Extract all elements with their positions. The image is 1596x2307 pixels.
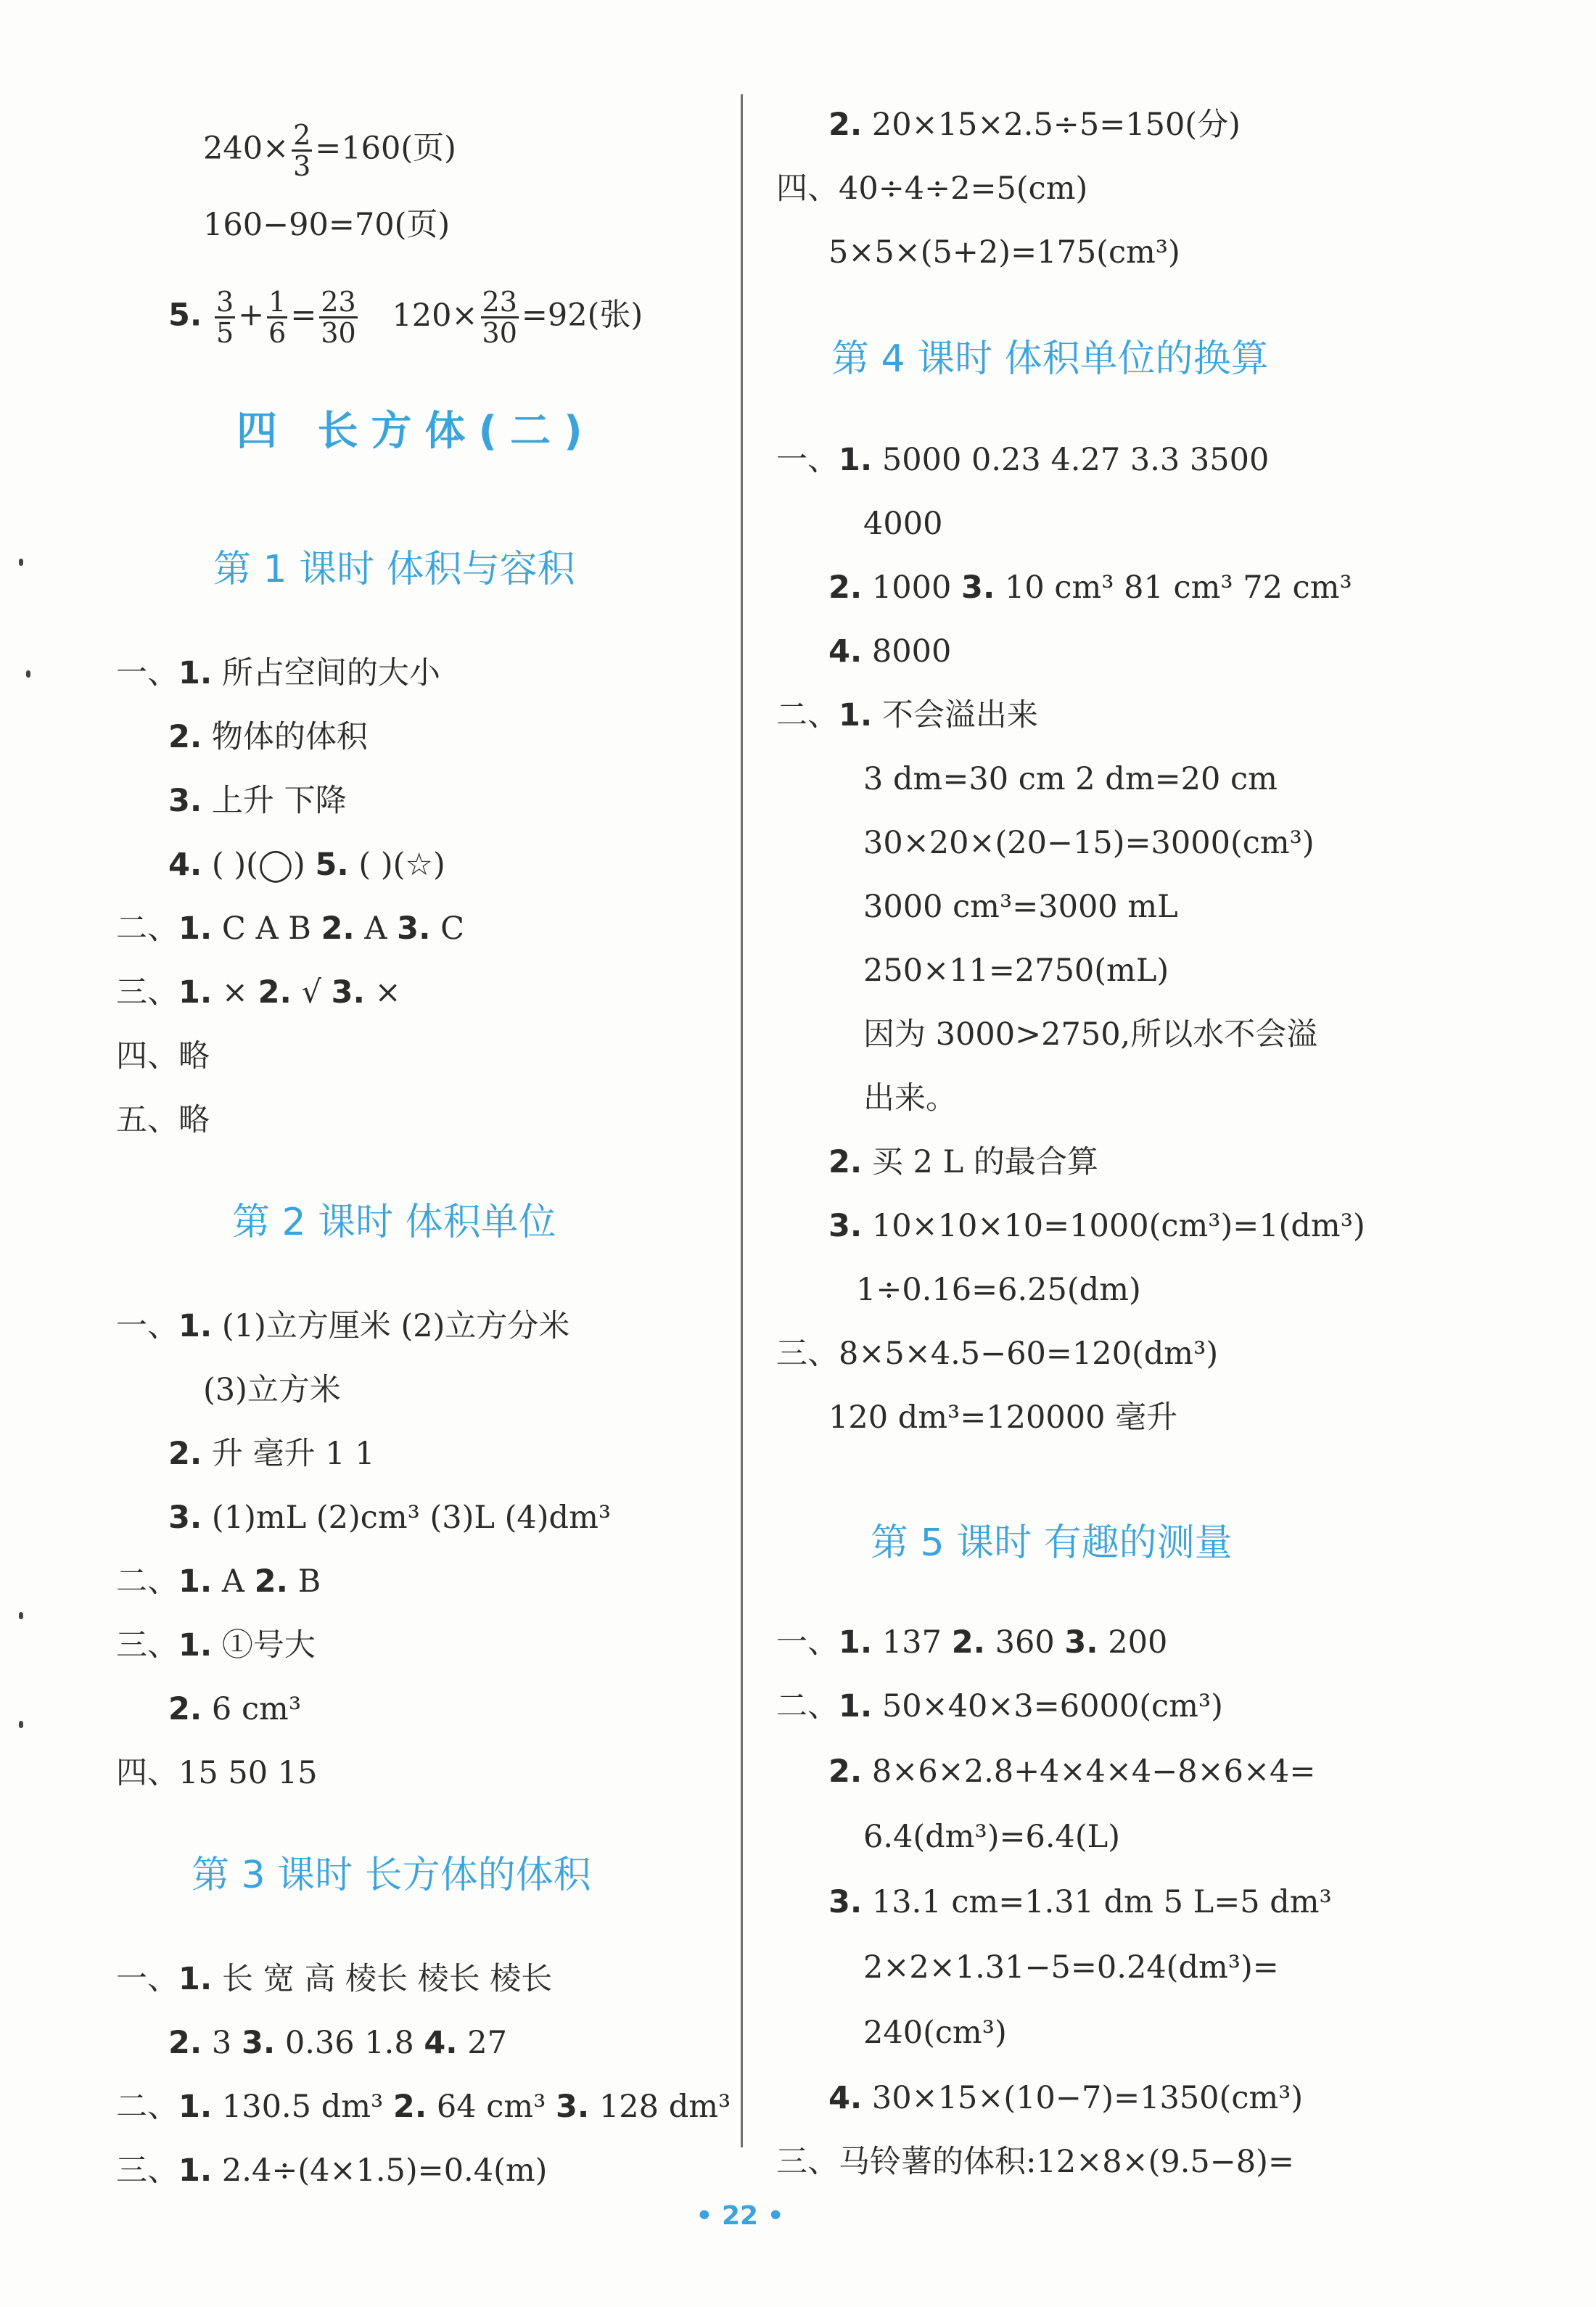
answer-line: 160−90=70(页) <box>203 207 451 243</box>
answer-line: 五、略 <box>116 1102 210 1138</box>
answer-line: 四、略 <box>116 1038 210 1074</box>
answer-line: 2. 1000 3. 10 cm³ 81 cm³ 72 cm³ <box>828 569 1352 606</box>
section-title: 第 2 课时 体积单位 <box>232 1201 556 1244</box>
answer-line: 四、15 50 15 <box>116 1755 318 1791</box>
answer-line: 4. ( )(◯) 5. ( )(☆) <box>168 847 445 883</box>
answer-line: 1÷0.16=6.25(dm) <box>856 1272 1141 1308</box>
answer-line: 3000 cm³=3000 mL <box>863 889 1178 925</box>
answer-line: 3. 上升 下降 <box>168 783 347 819</box>
answer-line: 5. $\frac{3}{5}$ + $\frac{1}{6}$ = $\frac{23}{30}$ 120× $\frac{23}{30}$ =92(张) <box>168 286 643 349</box>
scan-speck <box>19 1612 23 1619</box>
answer-line: 因为 3000>2750,所以水不会溢 <box>863 1016 1318 1053</box>
answer-line: 4. 8000 <box>828 633 952 670</box>
scan-speck <box>26 670 30 678</box>
answer-line: 一、1. 长 宽 高 棱长 棱长 棱长 <box>116 1961 553 1997</box>
answer-line: 240× $\frac{2}{3}$ =160(页) <box>203 119 456 182</box>
answer-line: 2. 3 3. 0.36 1.8 4. 27 <box>168 2025 508 2061</box>
answer-line: 一、1. 所占空间的大小 <box>116 655 440 691</box>
answer-line: 2×2×1.31−5=0.24(dm³)= <box>863 1949 1279 1986</box>
answer-line: (3)立方米 <box>203 1372 341 1408</box>
section-title: 第 1 课时 体积与容积 <box>213 548 575 591</box>
answer-line: 5×5×(5+2)=175(cm³) <box>828 234 1180 271</box>
scan-speck <box>19 1721 23 1728</box>
fraction: $\frac{2}{3}$ <box>293 119 311 182</box>
answer-line: 三、1. × 2. √ 3. × <box>116 974 401 1011</box>
scan-speck <box>19 559 23 566</box>
answer-line: 4. 30×15×(10−7)=1350(cm³) <box>828 2080 1304 2116</box>
answer-line: 二、1. A 2. B <box>116 1563 321 1600</box>
answer-line: 2. 8×6×2.8+4×4×4−8×6×4= <box>828 1753 1316 1790</box>
column-divider <box>741 94 743 2147</box>
answer-line: 二、1. 130.5 dm³ 2. 64 cm³ 3. 128 dm³ <box>116 2089 731 2125</box>
answer-line: 三、马铃薯的体积:12×8×(9.5−8)= <box>776 2144 1294 2180</box>
answer-line: 二、1. 50×40×3=6000(cm³) <box>776 1688 1223 1724</box>
answer-line: 6.4(dm³)=6.4(L) <box>863 1819 1120 1855</box>
section-title: 第 3 课时 长方体的体积 <box>192 1854 591 1897</box>
answer-line: 二、1. 不会溢出来 <box>776 697 1038 733</box>
answer-line: 三、8×5×4.5−60=120(dm³) <box>776 1336 1219 1372</box>
answer-line: 一、1. 137 2. 360 3. 200 <box>776 1624 1168 1661</box>
section-title: 第 4 课时 体积单位的换算 <box>831 337 1269 381</box>
section-title: 第 5 课时 有趣的测量 <box>871 1521 1233 1565</box>
answer-line: 240(cm³) <box>863 2015 1007 2051</box>
answer-line: 一、1. 5000 0.23 4.27 3.3 3500 <box>776 442 1270 478</box>
answer-line: 30×20×(20−15)=3000(cm³) <box>863 825 1315 861</box>
answer-line: 一、1. (1)立方厘米 (2)立方分米 <box>116 1308 570 1344</box>
answer-line: 120 dm³=120000 毫升 <box>828 1399 1178 1436</box>
answer-line: 2. 6 cm³ <box>168 1691 302 1727</box>
answer-line: 出来。 <box>863 1080 957 1117</box>
answer-line: 四、40÷4÷2=5(cm) <box>776 170 1088 207</box>
answer-line: 2. 升 毫升 1 1 <box>168 1436 375 1472</box>
answer-line: 二、1. C A B 2. A 3. C <box>116 910 464 947</box>
answer-line: 3 dm=30 cm 2 dm=20 cm <box>863 761 1278 797</box>
answer-line: 三、1. 2.4÷(4×1.5)=0.4(m) <box>116 2152 548 2189</box>
chapter-title: 四 长方体(二) <box>236 408 596 455</box>
answer-line: 3. 10×10×10=1000(cm³)=1(dm³) <box>828 1208 1365 1244</box>
answer-line: 3. 13.1 cm=1.31 dm 5 L=5 dm³ <box>828 1884 1332 1920</box>
answer-line: 2. 20×15×2.5÷5=150(分) <box>828 107 1241 143</box>
answer-line: 250×11=2750(mL) <box>863 953 1169 989</box>
answer-line: 3. (1)mL (2)cm³ (3)L (4)dm³ <box>168 1500 612 1536</box>
answer-line: 2. 物体的体积 <box>168 719 368 755</box>
answer-line: 三、1. ①号大 <box>116 1627 316 1664</box>
page-number: • 22 • <box>696 2201 784 2231</box>
answer-line: 2. 买 2 L 的最合算 <box>828 1144 1098 1180</box>
answer-line: 4000 <box>863 506 943 542</box>
